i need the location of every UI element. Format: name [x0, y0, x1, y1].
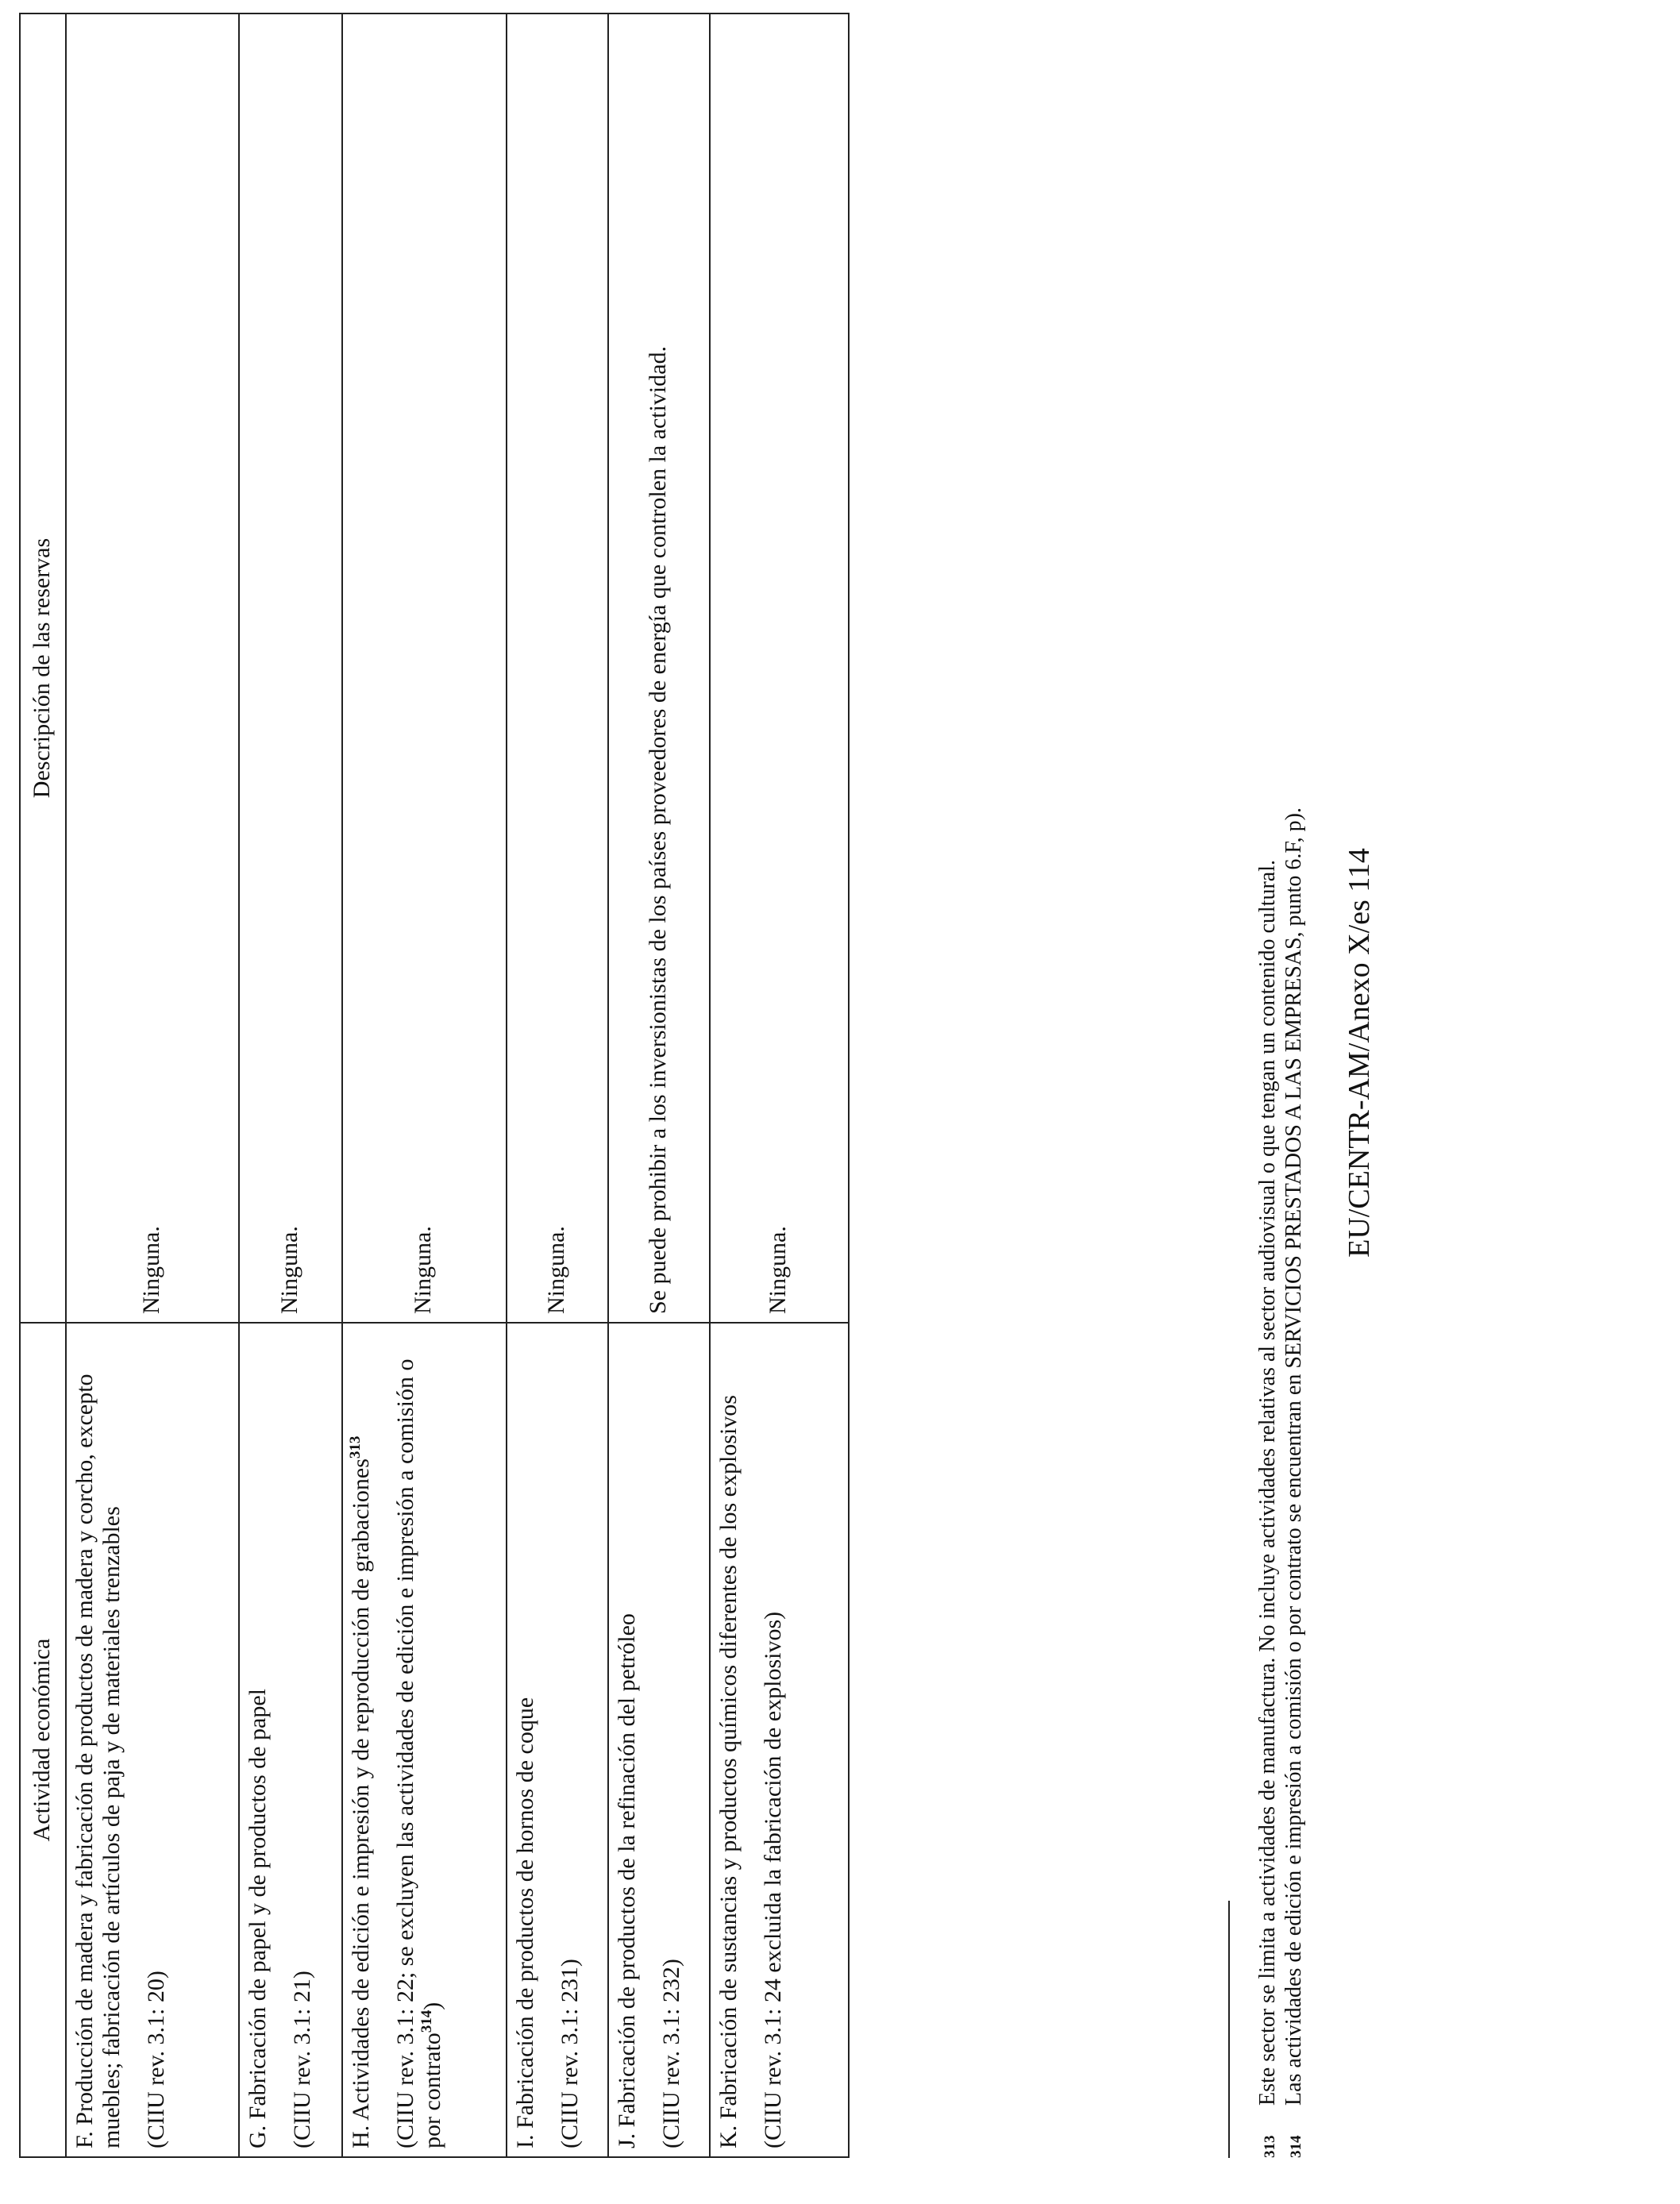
activity-cell: [239, 1323, 342, 2157]
description-cell: Ninguna.: [507, 13, 608, 1323]
activity-code: (CIIU rev. 3.1: 20): [143, 1971, 170, 2148]
header-description: Descripción de las reservas: [20, 13, 66, 1323]
activity-cell: [608, 1323, 710, 2157]
footnote-314: [1281, 807, 1307, 2158]
table-row: [342, 13, 507, 2157]
footnote-text: Este sector se limita a actividades de manufactura. No incluye actividades relativas al sector audiovisual o que tengan un contenido cultural.: [1255, 860, 1280, 2106]
table-row: [66, 13, 239, 2157]
description-cell: Ninguna.: [342, 13, 507, 1323]
table-row: [608, 13, 710, 2157]
table-header-row: [20, 13, 66, 2157]
table-row: [507, 13, 608, 2157]
footnote-text: Las actividades de edición e impresión a comisión o por contrato se encuentran en SERVICIOS PRESTADOS A LAS EMPRESAS, punto 6.F, p).: [1281, 807, 1307, 2106]
footnotes: [1254, 807, 1307, 2158]
activity-cell: [507, 1323, 608, 2157]
description-cell: Ninguna.: [66, 13, 239, 1323]
footnote-ref: 313: [347, 1435, 364, 1459]
activity-code: [392, 1331, 446, 2148]
activity-cell: [710, 1323, 849, 2157]
activity-text: J. Fabricación de productos de la refinación del petróleo: [614, 1613, 640, 2148]
activity-text: I. Fabricación de productos de hornos de coque: [512, 1697, 538, 2148]
activity-code: (CIIU rev. 3.1: 232): [658, 1959, 685, 2148]
footnote-number: 314: [1288, 2135, 1305, 2158]
footnote-ref: 314: [418, 2009, 436, 2033]
description-cell: Se puede prohibir a los inversionistas de los países proveedores de energía que controlen la actividad.: [608, 13, 710, 1323]
footnote-separator: [1228, 1901, 1230, 2158]
page-identifier: EU/CENTR-AM/Anexo X/es 114: [1343, 848, 1376, 1258]
activity-code-close: ): [419, 2002, 446, 2010]
activity-text: K. Fabricación de sustancias y productos químicos diferentes de los explosivos: [715, 1395, 742, 2148]
header-activity: Actividad económica: [20, 1323, 66, 2157]
table-row: [239, 13, 342, 2157]
footnote-313: [1254, 860, 1281, 2158]
activity-text-main: H. Actividades de edición e impresión y de reproducción de grabaciones: [348, 1458, 374, 2148]
reservations-table: [19, 13, 850, 2158]
description-cell: Ninguna.: [239, 13, 342, 1323]
activity-code: (CIIU rev. 3.1: 24 excluida la fabricación de explosivos): [760, 1611, 787, 2148]
activity-text: F. Producción de madera y fabricación de productos de madera y corcho, excepto muebles; fabricación de artículos de paja y de materiales trenzables: [71, 1374, 125, 2148]
activity-code-main: (CIIU rev. 3.1: 22; se excluyen las actividades de edición e impresión a comisión o por contrato: [392, 1358, 446, 2148]
activity-code: (CIIU rev. 3.1: 21): [289, 1971, 316, 2148]
activity-cell: [66, 1323, 239, 2157]
activity-code: (CIIU rev. 3.1: 231): [557, 1959, 584, 2148]
table-row: [710, 13, 849, 2157]
footnote-number: 313: [1262, 2135, 1278, 2158]
activity-cell: [342, 1323, 507, 2157]
description-cell: Ninguna.: [710, 13, 849, 1323]
activity-text: [348, 1331, 375, 2148]
activity-text: G. Fabricación de papel y de productos de papel: [245, 1689, 271, 2148]
